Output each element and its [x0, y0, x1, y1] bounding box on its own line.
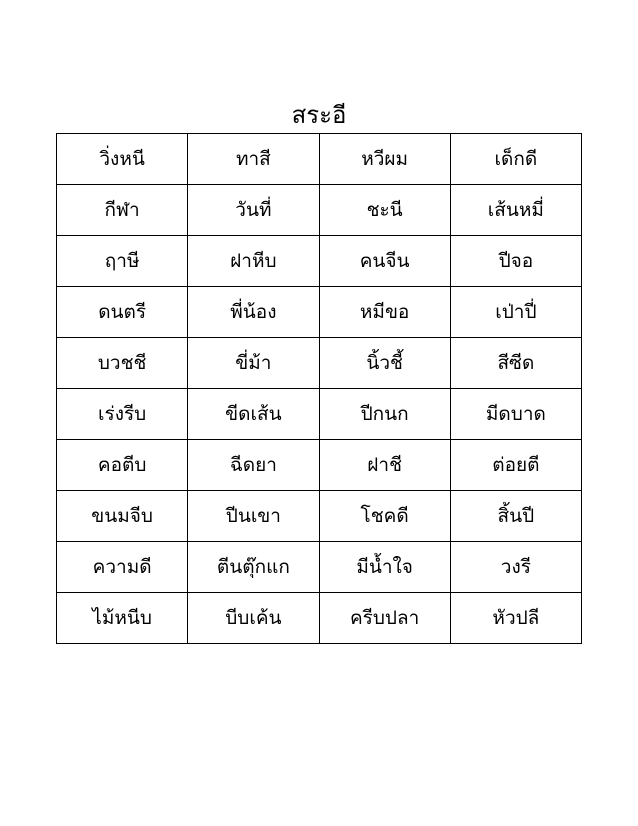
table-row — [57, 287, 582, 338]
table-cell: คอตีบ — [57, 440, 188, 491]
table-cell: วงรี — [450, 542, 581, 593]
table-row — [57, 134, 582, 185]
table-cell: คนจีน — [319, 236, 450, 287]
table-cell: ทาสี — [188, 134, 319, 185]
table-cell: นิ้วชี้ — [319, 338, 450, 389]
table-cell: ขีดเส้น — [188, 389, 319, 440]
table-cell: วันที่ — [188, 185, 319, 236]
table-cell: เส้นหมี่ — [450, 185, 581, 236]
table-cell: ฤาษี — [57, 236, 188, 287]
table-cell: กีฬา — [57, 185, 188, 236]
table-row — [57, 389, 582, 440]
table-cell: พี่น้อง — [188, 287, 319, 338]
table-cell: ขี่ม้า — [188, 338, 319, 389]
table-row — [57, 593, 582, 644]
table-cell: ฉีดยา — [188, 440, 319, 491]
table-cell: เร่งรีบ — [57, 389, 188, 440]
table-cell: ความดี — [57, 542, 188, 593]
page-title: สระอี — [291, 101, 347, 129]
table-cell: ไม้หนีบ — [57, 593, 188, 644]
table-cell: บีบเค้น — [188, 593, 319, 644]
table-cell: เป่าปี่ — [450, 287, 581, 338]
table-cell: ต่อยตี — [450, 440, 581, 491]
word-table — [56, 133, 582, 644]
table-row — [57, 338, 582, 389]
table-row — [57, 440, 582, 491]
table-cell: วิ่งหนี — [57, 134, 188, 185]
table-cell: ครีบปลา — [319, 593, 450, 644]
table-cell: ฝาหีบ — [188, 236, 319, 287]
table-cell: ดนตรี — [57, 287, 188, 338]
table-cell: โชคดี — [319, 491, 450, 542]
table-cell: มีดบาด — [450, 389, 581, 440]
table-cell: ปีกนก — [319, 389, 450, 440]
table-row — [57, 491, 582, 542]
table-cell: หมีขอ — [319, 287, 450, 338]
table-cell: ปีนเขา — [188, 491, 319, 542]
table-cell: มีน้ำใจ — [319, 542, 450, 593]
table-cell: สีซีด — [450, 338, 581, 389]
table-cell: ชะนี — [319, 185, 450, 236]
table-row — [57, 185, 582, 236]
table-cell: ตีนตุ๊กแก — [188, 542, 319, 593]
table-cell: เด็กดี — [450, 134, 581, 185]
table-cell: หัวปลี — [450, 593, 581, 644]
table-cell: หวีผม — [319, 134, 450, 185]
table-row — [57, 236, 582, 287]
table-cell: ปีจอ — [450, 236, 581, 287]
table-row — [57, 542, 582, 593]
table-cell: ฝาชี — [319, 440, 450, 491]
table-cell: บวชชี — [57, 338, 188, 389]
table-cell: สิ้นปี — [450, 491, 581, 542]
table-cell: ขนมจีบ — [57, 491, 188, 542]
